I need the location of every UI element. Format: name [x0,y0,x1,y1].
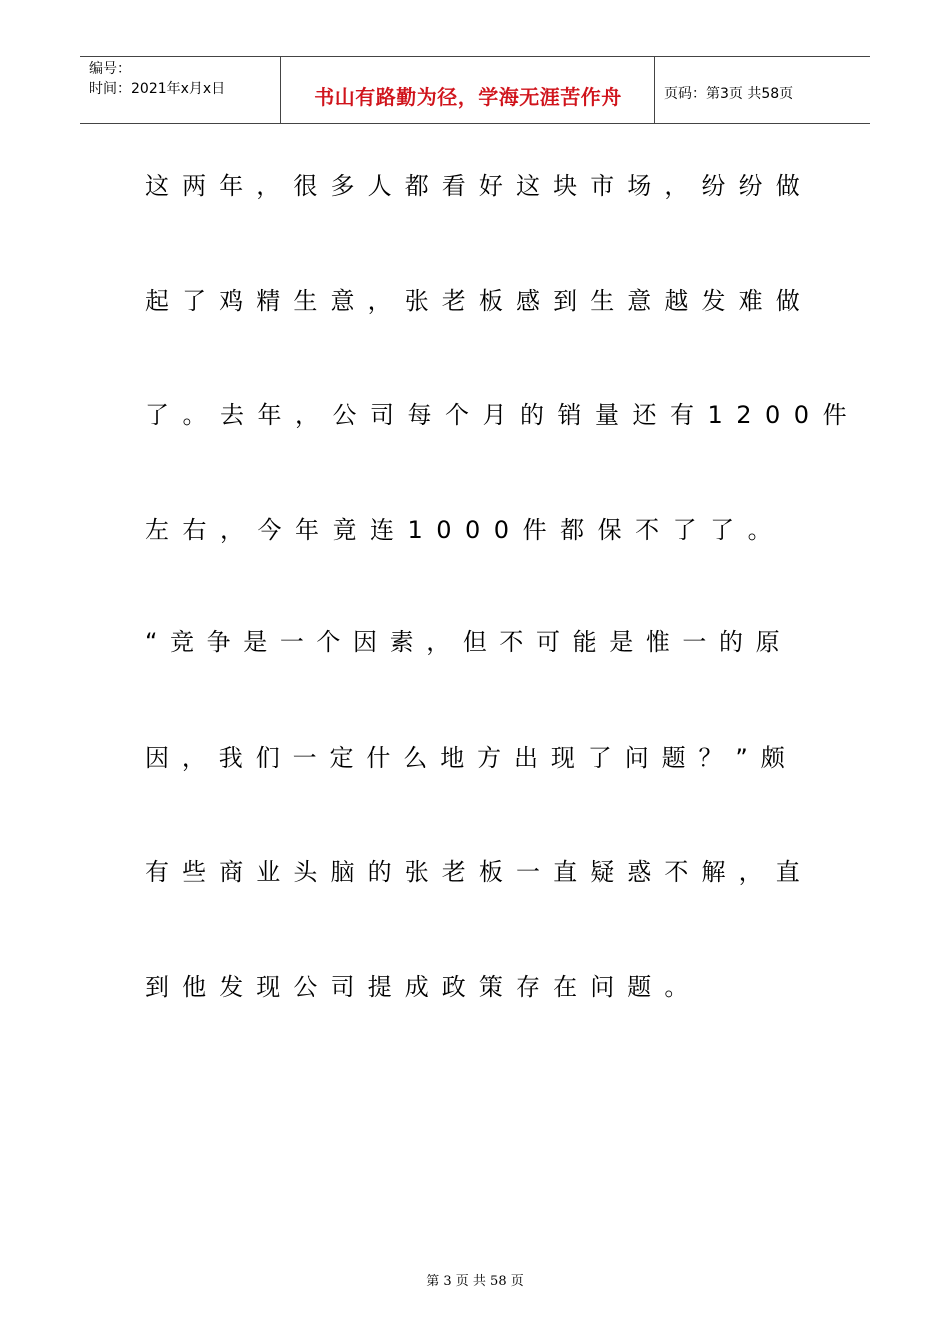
body-line: 因，我们一定什么地方出现了问题？”颇 [145,744,798,772]
header-motto-cell [281,57,655,123]
document-date-label: 时间：2021年x月x日 [89,81,226,97]
header-page-cell [655,57,870,123]
body-line: 起了鸡精生意，张老板感到生意越发难做 [145,287,813,315]
page-footer: 第 3 页 共 58 页 [426,1274,524,1289]
header-page-info: 页码：第3页 共58页 [664,86,794,102]
body-line: 这两年，很多人都看好这块市场，纷纷做 [145,172,813,200]
body-line: 左右，今年竟连1000件都保不了了。 [145,516,786,544]
body-line: 了。去年，公司每个月的销量还有1200件 [145,401,861,429]
document-number-label: 编号： [89,61,131,77]
header-motto: 书山有路勤为径，学海无涯苦作舟 [314,85,622,109]
body-line: 到他发现公司提成政策存在问题。 [145,973,702,1001]
header-meta-cell [80,57,281,123]
body-line: 有些商业头脑的张老板一直疑惑不解，直 [145,858,813,886]
document-header [80,56,870,124]
body-line: “竞争是一个因素，但不可能是惟一的原 [145,628,793,656]
